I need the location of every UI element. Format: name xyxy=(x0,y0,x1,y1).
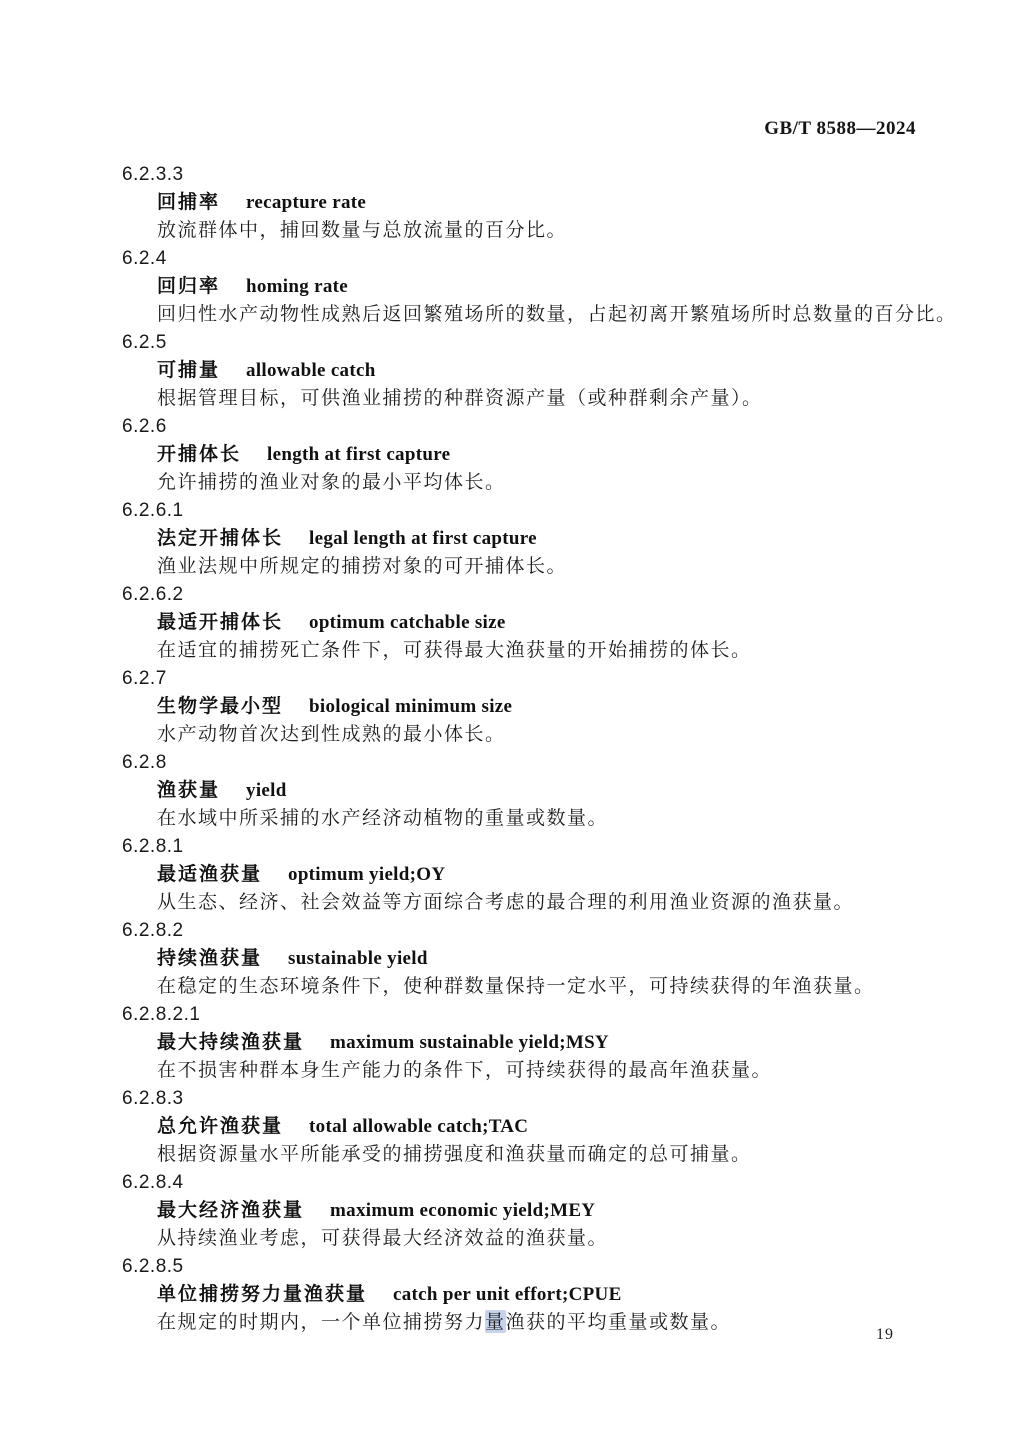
section-number: 6.2.8.1 xyxy=(122,836,184,857)
term-entry xyxy=(122,665,934,749)
term-line xyxy=(122,1113,934,1141)
term-english: length at first capture xyxy=(267,444,451,465)
page-number: 19 xyxy=(876,1326,894,1343)
term-line xyxy=(122,1029,934,1057)
term-chinese: 持续渔获量 xyxy=(157,948,263,969)
term-line xyxy=(122,189,934,217)
term-definition: 在规定的时期内，一个单位捕捞努力量渔获的平均重量或数量。 xyxy=(157,1312,732,1333)
term-entry xyxy=(122,161,934,245)
term-english: sustainable yield xyxy=(288,948,428,969)
term-chinese: 渔获量 xyxy=(157,780,221,801)
term-chinese: 最大持续渔获量 xyxy=(157,1032,305,1053)
section-number: 6.2.4 xyxy=(122,248,167,269)
term-line xyxy=(122,609,934,637)
term-line xyxy=(122,861,934,889)
term-entry xyxy=(122,917,934,1001)
section-number: 6.2.7 xyxy=(122,668,167,689)
term-line xyxy=(122,777,934,805)
term-line xyxy=(122,357,934,385)
term-definition: 从生态、经济、社会效益等方面综合考虑的最合理的利用渔业资源的渔获量。 xyxy=(157,892,855,913)
term-definition: 允许捕捞的渔业对象的最小平均体长。 xyxy=(157,472,506,493)
term-entry xyxy=(122,1085,934,1169)
section-number: 6.2.8.2.1 xyxy=(122,1004,201,1025)
term-english: legal length at first capture xyxy=(309,528,537,549)
term-english: recapture rate xyxy=(246,192,367,213)
section-number: 6.2.8 xyxy=(122,752,167,773)
term-chinese: 回捕率 xyxy=(157,192,221,213)
term-definition: 根据资源量水平所能承受的捕捞强度和渔获量而确定的总可捕量。 xyxy=(157,1144,752,1165)
term-entry xyxy=(122,1001,934,1085)
term-definition: 从持续渔业考虑，可获得最大经济效益的渔获量。 xyxy=(157,1228,609,1249)
term-line xyxy=(122,1197,934,1225)
section-number: 6.2.6 xyxy=(122,416,167,437)
section-number: 6.2.8.4 xyxy=(122,1172,184,1193)
term-english: homing rate xyxy=(246,276,348,297)
term-definition: 根据管理目标，可供渔业捕捞的种群资源产量（或种群剩余产量）。 xyxy=(157,388,763,409)
term-english: biological minimum size xyxy=(309,696,513,717)
term-chinese: 最适开捕体长 xyxy=(157,612,284,633)
term-definition: 放流群体中，捕回数量与总放流量的百分比。 xyxy=(157,220,568,241)
term-definition: 在不损害种群本身生产能力的条件下，可持续获得的最高年渔获量。 xyxy=(157,1060,773,1081)
section-number: 6.2.5 xyxy=(122,332,167,353)
section-number: 6.2.6.1 xyxy=(122,500,184,521)
term-entry xyxy=(122,833,934,917)
term-entry xyxy=(122,1169,934,1253)
term-definition: 水产动物首次达到性成熟的最小体长。 xyxy=(157,724,506,745)
term-english: optimum yield;OY xyxy=(288,864,446,885)
term-entry xyxy=(122,1253,934,1337)
term-english: maximum economic yield;MEY xyxy=(330,1200,596,1221)
term-chinese: 生物学最小型 xyxy=(157,696,284,717)
term-definition: 在适宜的捕捞死亡条件下，可获得最大渔获量的开始捕捞的体长。 xyxy=(157,640,752,661)
term-english: allowable catch xyxy=(246,360,376,381)
highlighted-char: 量 xyxy=(485,1312,506,1333)
term-entry xyxy=(122,245,957,329)
term-entry xyxy=(122,581,934,665)
term-chinese: 最大经济渔获量 xyxy=(157,1200,305,1221)
term-chinese: 最适渔获量 xyxy=(157,864,263,885)
term-chinese: 开捕体长 xyxy=(157,444,242,465)
term-english: maximum sustainable yield;MSY xyxy=(330,1032,609,1053)
term-definition: 回归性水产动物性成熟后返回繁殖场所的数量，占起初离开繁殖场所时总数量的百分比。 xyxy=(157,304,957,325)
term-chinese: 单位捕捞努力量渔获量 xyxy=(157,1284,368,1305)
section-number: 6.2.3.3 xyxy=(122,164,184,185)
section-number: 6.2.8.2 xyxy=(122,920,184,941)
section-number: 6.2.8.5 xyxy=(122,1256,184,1277)
term-definition: 在水域中所采捕的水产经济动植物的重量或数量。 xyxy=(157,808,609,829)
term-chinese: 总允许渔获量 xyxy=(157,1116,284,1137)
term-line xyxy=(122,441,934,469)
term-entry xyxy=(122,497,934,581)
term-entry xyxy=(122,413,934,497)
term-entry xyxy=(122,749,934,833)
term-english: optimum catchable size xyxy=(309,612,506,633)
term-chinese: 回归率 xyxy=(157,276,221,297)
term-chinese: 法定开捕体长 xyxy=(157,528,284,549)
terms-list xyxy=(122,161,957,1337)
term-definition: 在稳定的生态环境条件下，使种群数量保持一定水平，可持续获得的年渔获量。 xyxy=(157,976,875,997)
term-english: catch per unit effort;CPUE xyxy=(393,1284,622,1305)
section-number: 6.2.6.2 xyxy=(122,584,184,605)
term-line xyxy=(122,525,934,553)
standard-code: GB/T 8588—2024 xyxy=(764,118,916,139)
term-line xyxy=(122,1281,934,1309)
term-english: yield xyxy=(246,780,287,801)
section-number: 6.2.8.3 xyxy=(122,1088,184,1109)
term-definition: 渔业法规中所规定的捕捞对象的可开捕体长。 xyxy=(157,556,568,577)
term-line xyxy=(122,693,934,721)
term-line xyxy=(122,273,934,301)
term-chinese: 可捕量 xyxy=(157,360,221,381)
term-line xyxy=(122,945,934,973)
term-english: total allowable catch;TAC xyxy=(309,1116,529,1137)
term-entry xyxy=(122,329,934,413)
